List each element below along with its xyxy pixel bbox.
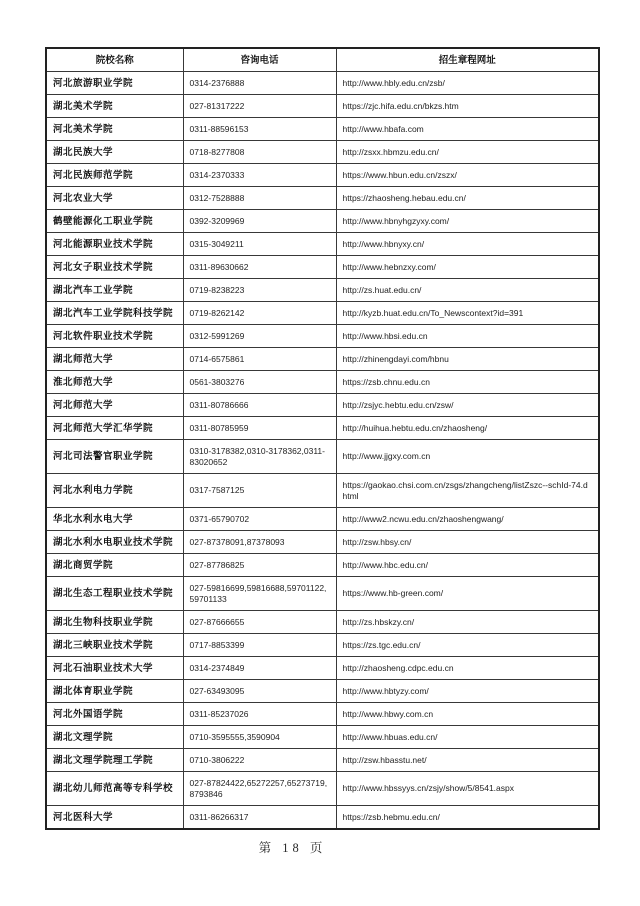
college-name-cell: 河北农业大学 [46,187,183,210]
college-name-cell: 鹤壁能源化工职业学院 [46,210,183,233]
table-row [46,325,599,348]
college-name-cell: 湖北民族大学 [46,141,183,164]
admission-url-cell: http://www.hebnzxy.com/ [336,256,599,279]
phone-cell: 0314-2374849 [183,657,336,680]
college-name-cell: 河北石油职业技术大学 [46,657,183,680]
table-row [46,141,599,164]
phone-cell: 0719-8262142 [183,302,336,325]
phone-cell: 0310-3178382,0310-3178362,0311-83020652 [183,440,336,474]
admission-url-cell: http://zhinengdayi.com/hbnu [336,348,599,371]
phone-cell: 027-87786825 [183,554,336,577]
phone-cell: 0314-2376888 [183,72,336,95]
admission-url-cell: http://www.hbnyxy.cn/ [336,233,599,256]
admission-url-cell: http://www.hbsi.edu.cn [336,325,599,348]
admission-url-cell: http://www.jjgxy.com.cn [336,440,599,474]
table-row [46,371,599,394]
admission-url-cell: https://www.hb-green.com/ [336,577,599,611]
college-name-cell: 湖北水利水电职业技术学院 [46,531,183,554]
table-row [46,577,599,611]
college-name-cell: 湖北体育职业学院 [46,680,183,703]
admission-url-cell: http://www.hbc.edu.cn/ [336,554,599,577]
table-row [46,474,599,508]
column-header-admission-url: 招生章程网址 [336,48,599,72]
table-row [46,164,599,187]
phone-cell: 0710-3806222 [183,749,336,772]
table-header-row [46,48,599,72]
table-row [46,554,599,577]
phone-cell: 0311-80786666 [183,394,336,417]
phone-cell: 0392-3209969 [183,210,336,233]
college-name-cell: 河北美术学院 [46,118,183,141]
table-row [46,634,599,657]
phone-cell: 0311-85237026 [183,703,336,726]
college-name-cell: 湖北美术学院 [46,95,183,118]
college-name-cell: 淮北师范大学 [46,371,183,394]
admission-url-cell: https://zjc.hifa.edu.cn/bkzs.htm [336,95,599,118]
phone-cell: 0371-65790702 [183,508,336,531]
college-name-cell: 华北水利水电大学 [46,508,183,531]
column-header-college-name: 院校名称 [46,48,183,72]
college-name-cell: 河北外国语学院 [46,703,183,726]
page-number: 第 18 页 [258,841,327,855]
phone-cell: 027-87824422,65272257,65273719,8793846 [183,772,336,806]
table-row [46,611,599,634]
table-row [46,187,599,210]
admission-url-cell: http://www.hbnyhgzyxy.com/ [336,210,599,233]
college-name-cell: 湖北幼儿师范高等专科学校 [46,772,183,806]
college-name-cell: 河北司法警官职业学院 [46,440,183,474]
table-row [46,657,599,680]
admission-url-cell: http://zs.huat.edu.cn/ [336,279,599,302]
table-row [46,417,599,440]
table-row [46,279,599,302]
college-name-cell: 湖北汽车工业学院科技学院 [46,302,183,325]
college-name-cell: 湖北三峡职业技术学院 [46,634,183,657]
college-name-cell: 河北水利电力学院 [46,474,183,508]
table-row [46,256,599,279]
admission-url-cell: https://zs.tgc.edu.cn/ [336,634,599,657]
phone-cell: 027-87666655 [183,611,336,634]
admission-url-cell: http://zhaosheng.cdpc.edu.cn [336,657,599,680]
college-name-cell: 河北民族师范学院 [46,164,183,187]
table-row [46,772,599,806]
admission-url-cell: http://www.hbuas.edu.cn/ [336,726,599,749]
admission-url-cell: http://www2.ncwu.edu.cn/zhaoshengwang/ [336,508,599,531]
table-row [46,531,599,554]
college-name-cell: 河北师范大学汇华学院 [46,417,183,440]
college-name-cell: 湖北文理学院 [46,726,183,749]
colleges-contact-table [45,47,600,830]
table-row [46,440,599,474]
college-name-cell: 湖北汽车工业学院 [46,279,183,302]
admission-url-cell: https://zsb.hebmu.edu.cn/ [336,806,599,830]
college-name-cell: 湖北生物科技职业学院 [46,611,183,634]
admission-url-cell: http://www.hbtyzy.com/ [336,680,599,703]
admission-url-cell: http://www.hbly.edu.cn/zsb/ [336,72,599,95]
table-row [46,302,599,325]
table-row [46,726,599,749]
table-row [46,680,599,703]
admission-url-cell: http://huihua.hebtu.edu.cn/zhaosheng/ [336,417,599,440]
admission-url-cell: http://www.hbssyys.cn/zsjy/show/5/8541.aspx [336,772,599,806]
college-name-cell: 河北医科大学 [46,806,183,830]
phone-cell: 0718-8277808 [183,141,336,164]
table-row [46,95,599,118]
phone-cell: 0311-89630662 [183,256,336,279]
table-row [46,508,599,531]
phone-cell: 0315-3049211 [183,233,336,256]
table-row [46,394,599,417]
phone-cell: 0311-86266317 [183,806,336,830]
admission-url-cell: https://gaokao.chsi.com.cn/zsgs/zhangcheng/listZszc--schId-74.dhtml [336,474,599,508]
table-row [46,749,599,772]
admission-url-cell: http://zsjyc.hebtu.edu.cn/zsw/ [336,394,599,417]
college-name-cell: 河北能源职业技术学院 [46,233,183,256]
table-row [46,348,599,371]
college-name-cell: 河北师范大学 [46,394,183,417]
phone-cell: 027-63493095 [183,680,336,703]
admission-url-cell: http://zsw.hbsy.cn/ [336,531,599,554]
phone-cell: 0719-8238223 [183,279,336,302]
phone-cell: 0312-7528888 [183,187,336,210]
table-row [46,210,599,233]
phone-cell: 0314-2370333 [183,164,336,187]
phone-cell: 0312-5991269 [183,325,336,348]
college-name-cell: 湖北师范大学 [46,348,183,371]
college-name-cell: 河北软件职业技术学院 [46,325,183,348]
table-row [46,118,599,141]
admission-url-cell: https://www.hbun.edu.cn/zszx/ [336,164,599,187]
phone-cell: 0317-7587125 [183,474,336,508]
phone-cell: 027-87378091,87378093 [183,531,336,554]
phone-cell: 0714-6575861 [183,348,336,371]
college-name-cell: 湖北生态工程职业技术学院 [46,577,183,611]
admission-url-cell: http://zsw.hbasstu.net/ [336,749,599,772]
admission-url-cell: https://zhaosheng.hebau.edu.cn/ [336,187,599,210]
table-row [46,703,599,726]
college-name-cell: 湖北文理学院理工学院 [46,749,183,772]
phone-cell: 0710-3595555,3590904 [183,726,336,749]
phone-cell: 0311-80785959 [183,417,336,440]
phone-cell: 0717-8853399 [183,634,336,657]
college-name-cell: 湖北商贸学院 [46,554,183,577]
admission-url-cell: http://www.hbwy.com.cn [336,703,599,726]
table-row [46,72,599,95]
college-name-cell: 河北女子职业技术学院 [46,256,183,279]
admission-url-cell: http://zsxx.hbmzu.edu.cn/ [336,141,599,164]
column-header-phone: 咨询电话 [183,48,336,72]
table-row [46,806,599,830]
phone-cell: 0561-3803276 [183,371,336,394]
admission-url-cell: https://zsb.chnu.edu.cn [336,371,599,394]
college-name-cell: 河北旅游职业学院 [46,72,183,95]
phone-cell: 0311-88596153 [183,118,336,141]
phone-cell: 027-59816699,59816688,59701122,59701133 [183,577,336,611]
admission-url-cell: http://www.hbafa.com [336,118,599,141]
admission-url-cell: http://kyzb.huat.edu.cn/To_Newscontext?id=391 [336,302,599,325]
table-row [46,233,599,256]
phone-cell: 027-81317222 [183,95,336,118]
admission-url-cell: http://zs.hbskzy.cn/ [336,611,599,634]
